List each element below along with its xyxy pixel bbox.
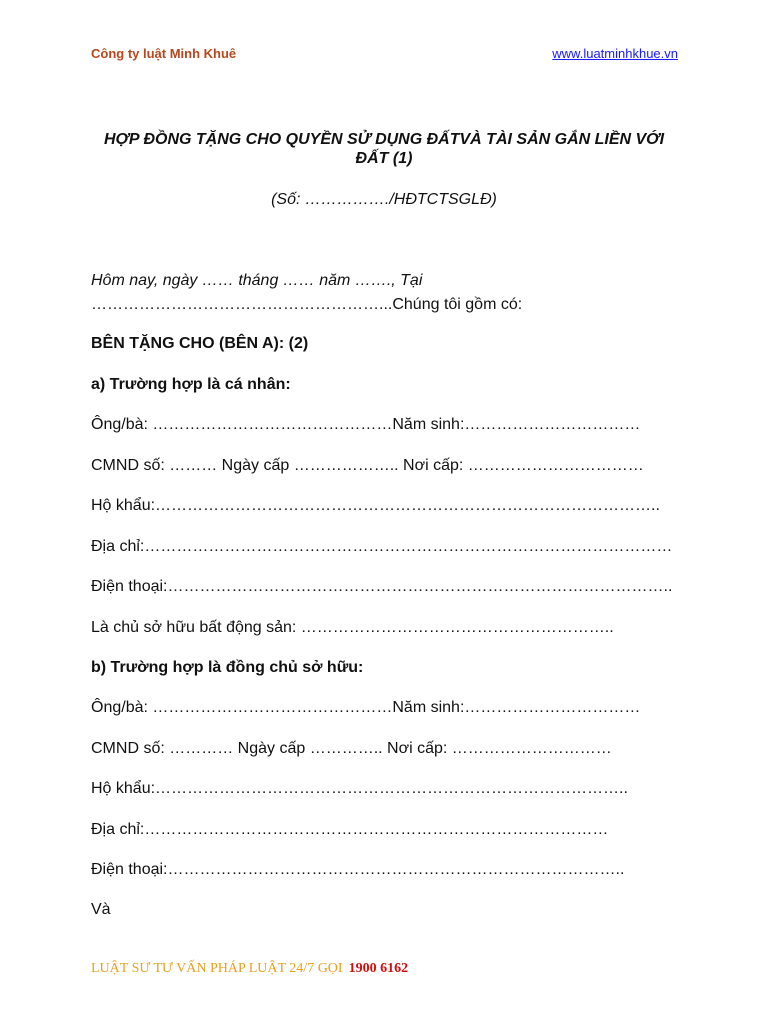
place-dots: ………………………………………………... <box>91 296 393 313</box>
title-line-2: ĐẤT (1) <box>355 150 413 167</box>
field-a-household: Hộ khẩu:………………………………………………………………………………….. <box>91 497 660 514</box>
field-b-phone: Điện thoại:………………………………………………………………………….. <box>91 861 625 878</box>
header-company-name: Công ty luật Minh Khuê <box>91 46 237 61</box>
closing-word: Và <box>91 901 111 918</box>
place-line <box>91 296 522 314</box>
footer-banner <box>91 961 408 977</box>
field-b-id: CMND số: ………… Ngày cấp ………….. Nơi cấp: ………………………… <box>91 740 612 757</box>
contract-number: (Số: ……………./HĐTCTSGLĐ) <box>271 191 497 208</box>
field-b-name: Ông/bà: ………………………………………Năm sinh:…………………………… <box>91 699 641 716</box>
field-a-name: Ông/bà: ………………………………………Năm sinh:…………………………… <box>91 416 641 433</box>
footer-phone: 1900 6162 <box>348 961 409 976</box>
title-line-1: HỢP ĐỒNG TẶNG CHO QUYỀN SỬ DỤNG ĐẤTVÀ TÀI SẢN GẮN LIỀN VỚI <box>103 131 665 148</box>
section-a-heading: a) Trường hợp là cá nhân: <box>91 376 291 393</box>
footer-text: LUẬT SƯ TƯ VẤN PHÁP LUẬT 24/7 GỌI <box>91 961 343 976</box>
section-b-heading: b) Trường hợp là đồng chủ sở hữu: <box>91 659 364 676</box>
document-title <box>88 130 680 168</box>
field-a-owner: Là chủ sở hữu bất động sản: ………………………………………………….. <box>91 619 614 636</box>
date-line: Hôm nay, ngày …… tháng …… năm ……., Tại <box>91 272 423 289</box>
field-a-address: Địa chỉ:……………………………………………………………………………………… <box>91 538 673 555</box>
place-text: Chúng tôi gồm có: <box>392 296 523 313</box>
field-b-address: Địa chỉ:…………………………………………………………………………… <box>91 821 609 838</box>
field-b-household: Hộ khẩu:…………………………………………………………………………….. <box>91 780 628 797</box>
header-website-link[interactable]: www.luatminhkhue.vn <box>552 46 678 61</box>
field-a-id: CMND số: ……… Ngày cấp ……………….. Nơi cấp: …………………………… <box>91 457 644 474</box>
field-a-phone: Điện thoại:………………………………………………………………………………….. <box>91 578 673 595</box>
party-a-heading: BÊN TẶNG CHO (BÊN A): (2) <box>91 335 309 352</box>
